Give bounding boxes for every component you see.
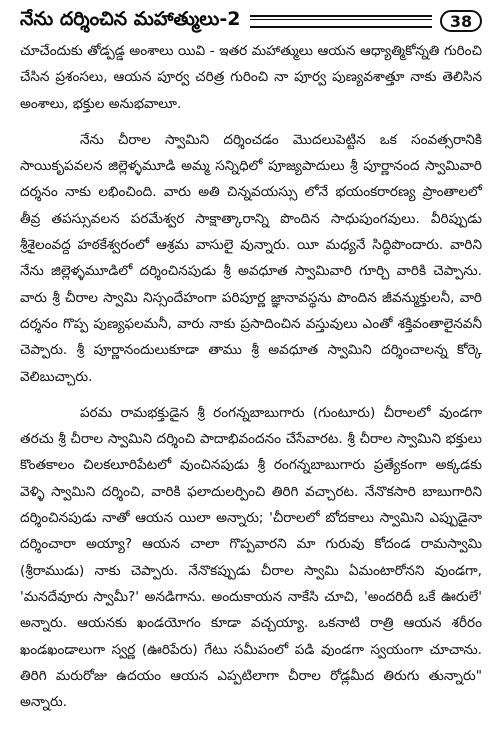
- paragraph-1: చూచేందుకు తోడ్పడ్డ అంశాలు యివి - ఇతర మహాత్ములు ఆయన ఆధ్యాత్మికోన్నతి గురించి చేసిన ప్రశంసలు, ఆయన పూర్వ చరిత్ర గురించి నా పూర్వ పుణ్యవశాత్తూ నాకు తెలిసిన అంశాలు, భక్తుల అనుభవాలూ.: [20, 43, 482, 112]
- page-number: 38: [440, 10, 482, 32]
- header-rule: [250, 15, 432, 28]
- page-header: [20, 6, 482, 36]
- body-text: [20, 38, 482, 715]
- running-title: నేను దర్శించిన మహాత్ములు-2: [20, 7, 241, 30]
- paragraph-3: పరమ రామభక్తుడైన శ్రీ రంగన్నబాబుగారు (గుంటూరు) చీరాలలో వుండగా తరచు శ్రీ చీరాల స్వామిని దర్శించి పాదాభివందనం చేసేవారట. శ్రీ చీరాల స్వామిని భక్తులు కొంతకాలం చిలకలూరిపేటలో వుంచినపుడు శ్రీ రంగన్నబాబుగారు ప్రత్యేకంగా అక్కడకు వెళ్ళి స్వామిని దర్శించి, వారికి ఫలాదులర్పించి తిరిగి వచ్చారట. నేనొకసారి బాబుగారిని దర్శించినపుడు నాతో ఆయన యిలా అన్నారు; 'చీరాలలో బోదకాలు స్వామిని ఎప్పుడైనా దర్శించారా అయ్యా? ఆయన చాలా గొప్పవారని మా గురువు కోదండ రామస్వామి (శ్రీరాముడు) నాకు చెప్పారు. నేనొకప్పుడు చీరాల స్వామి ఏమంటారోనని వుండగా, 'మనదేవూరు స్వామీ?' అనడిగాను. అందుకాయన నాకేసి చూచి, 'అందరిదీ ఒకే ఊరులే' అన్నారు. ఆయనకు ఖండయోగం కూడా వచ్చయ్యా. ఒకనాటి రాత్రి ఆయన శరీరం ఖండఖండాలుగా స్వర్ణ (ఊరిపేరు) గేటు సమీపంలో పడి వుండగా స్వయంగా చూచాను. తిరిగి మరురోజు ఉదయం ఆయన ఎప్పటిలాగా చీరాల రోడ్లమీద తిరుగు తున్నారు" అన్నారు.: [20, 404, 482, 711]
- paragraph-2: నేను చీరాల స్వామిని దర్శించడం మొదలుపెట్టిన ఒక సంవత్సరానికి సాయికృపవలన జిల్లెళ్ళమూడి అమ్మ సన్నిధిలో పూజ్యపాదులు శ్రీ పూర్ణానంద స్వామివారి దర్శనం నాకు లభించింది. వారు అతి చిన్నవయస్సు లోనే భయంకరారణ్య ప్రాంతాలలో తీవ్ర తపస్సువలన పరమేశ్వర సాక్షాత్కారాన్ని పొందిన సాధుపుంగవులు. వీరిప్పుడు శ్రీశైలంవద్ద హఠకేశ్వరంలో ఆశ్రమ వాసులై వున్నారు. యీ మధ్యనే సిద్ధిపొందారు. వారిని నేను జిల్లెళ్ళమూడిలో దర్శించినపుడు శ్రీ అవధూత స్వామివారి గూర్చి వారికి చెప్పాను. వారు శ్రీ చీరాల స్వామి నిస్సందేహంగా పరిపూర్ణ జ్ఞానావస్థను పొందిన జీవన్ముక్తులనీ, వారి దర్శనం గొప్ప పుణ్యఫలమనీ, వారు నాకు ప్రసాదించిన వస్తువులు ఎంతో శక్తివంతాలైనవనీ చెప్పారు. శ్రీ పూర్ణానందులుకూడా తాము శ్రీ అవధూత స్వామిని దర్శించాలన్న కోర్కె వెలిబుచ్చారు.: [20, 131, 482, 385]
